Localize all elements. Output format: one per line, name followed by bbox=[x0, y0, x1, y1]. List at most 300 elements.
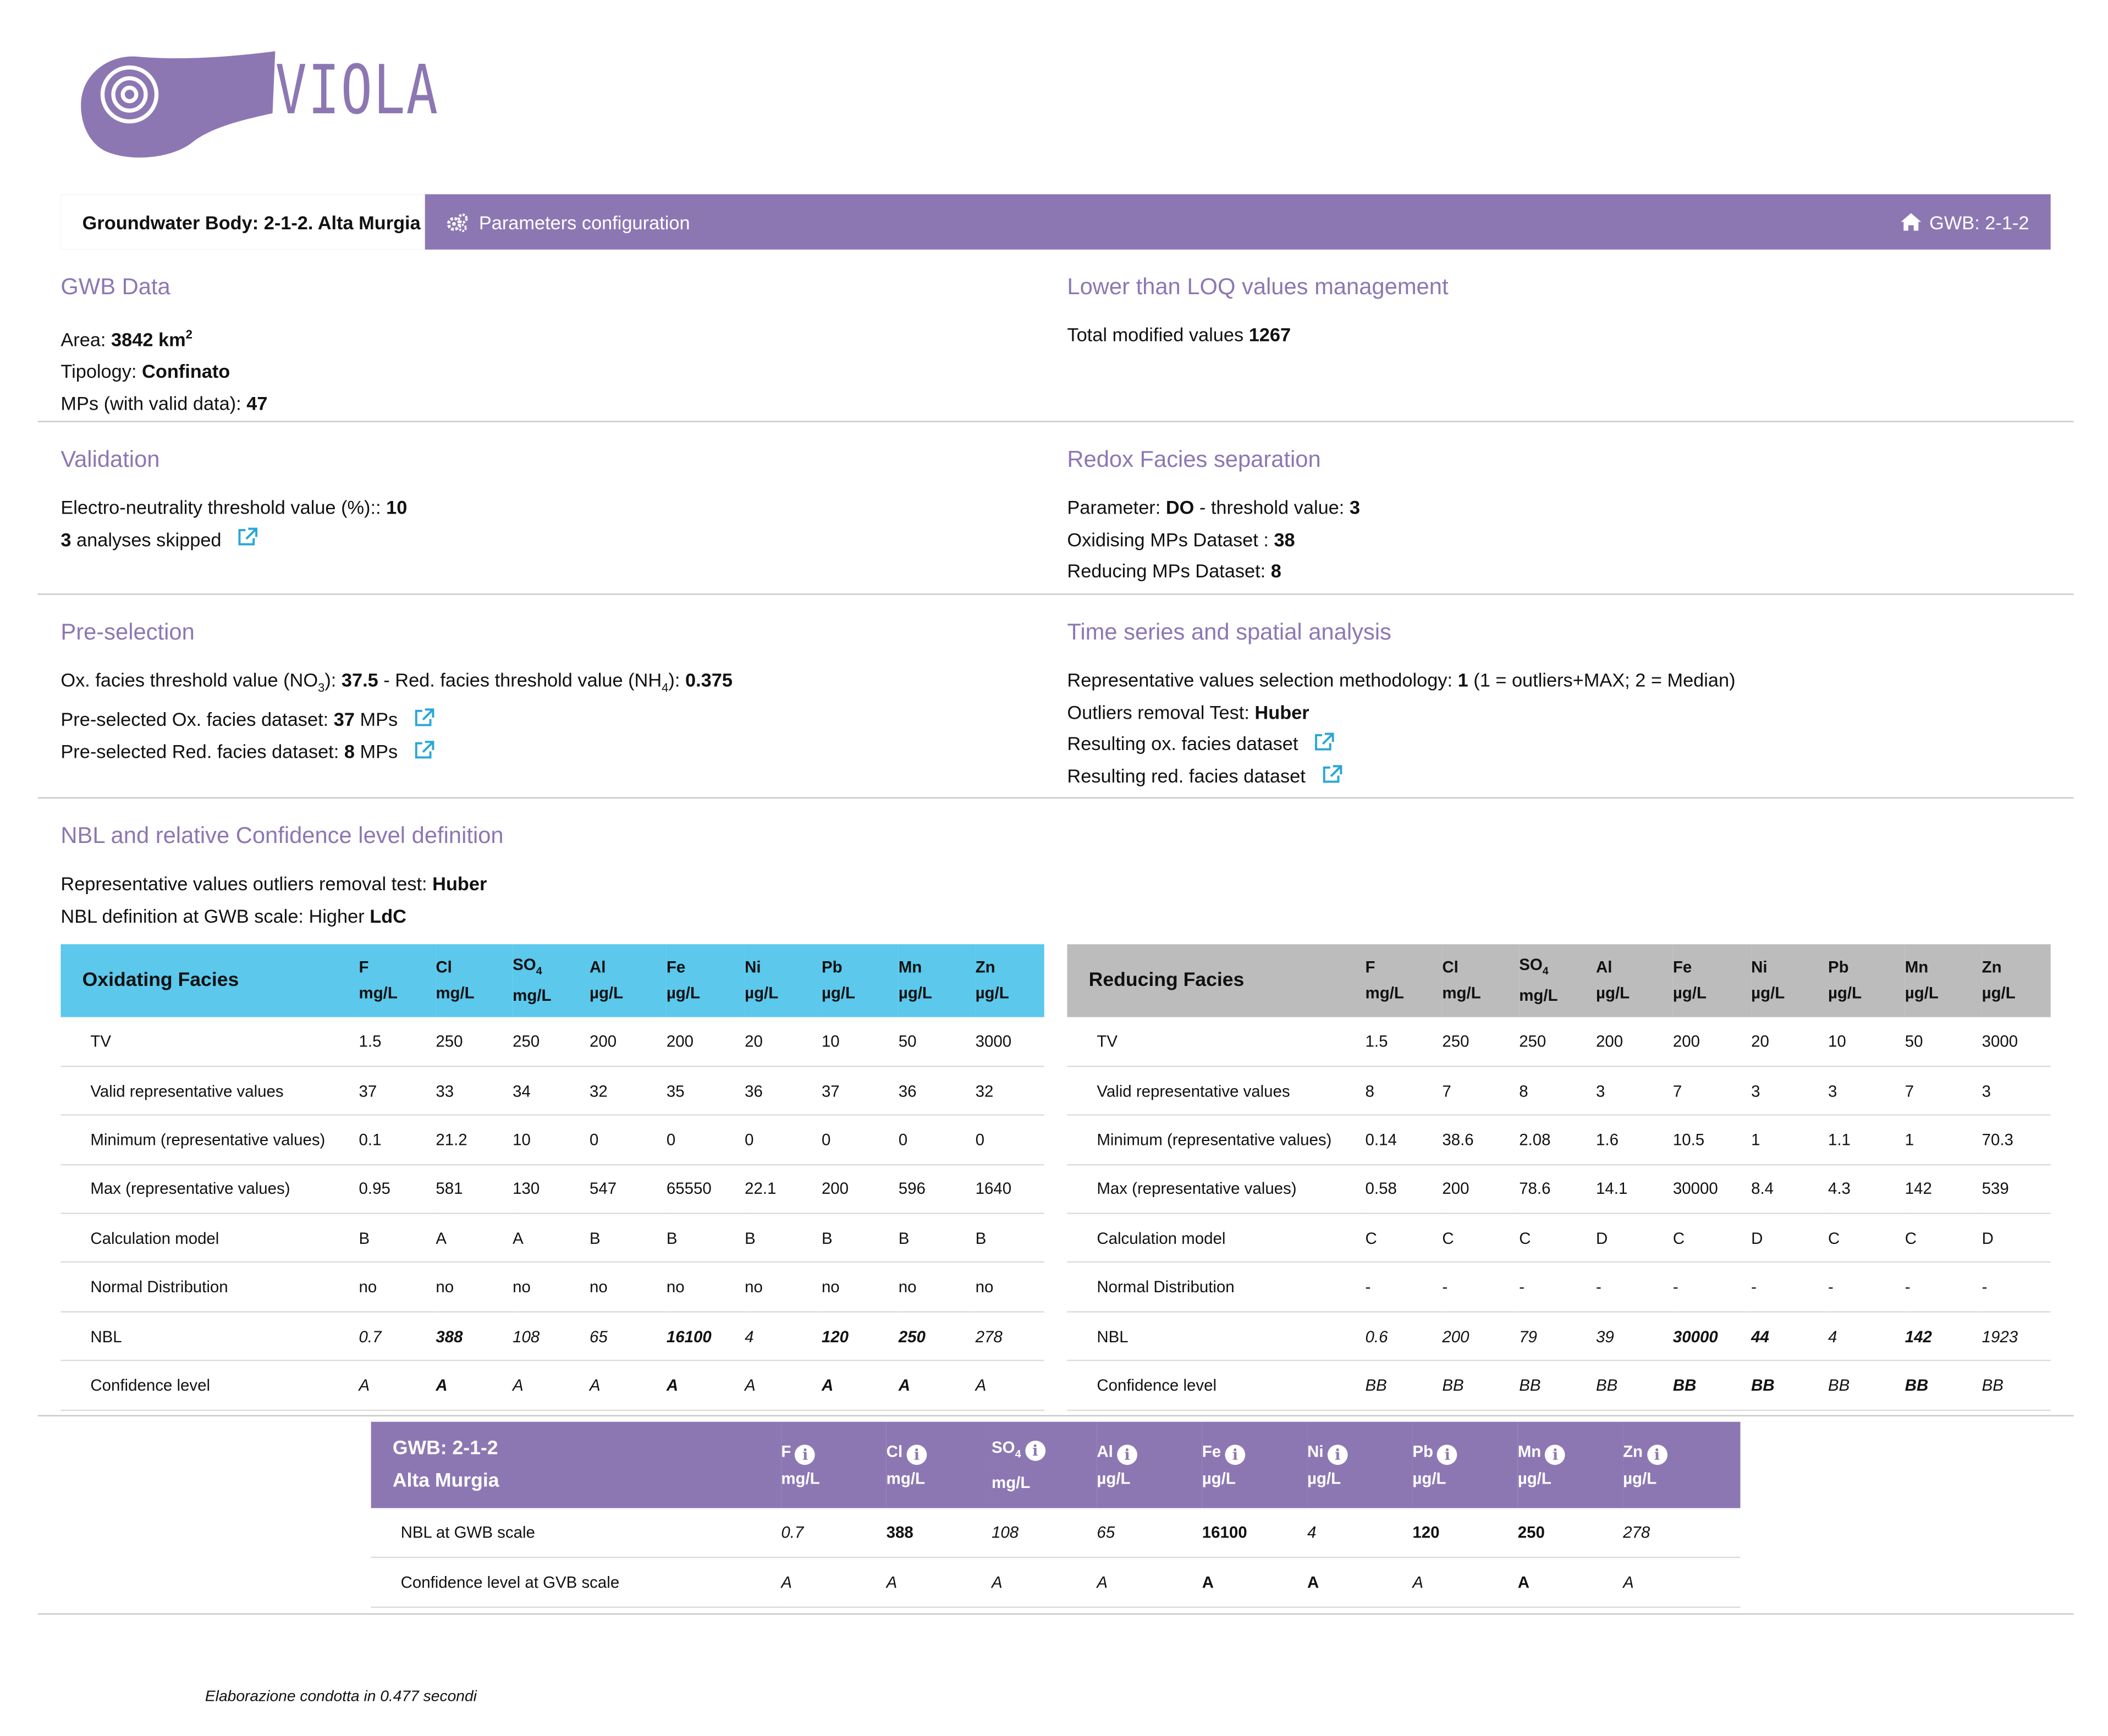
table-cell: 3 bbox=[1828, 1066, 1905, 1115]
table-row bbox=[371, 1557, 1741, 1607]
ox-threshold-label-end: ): bbox=[324, 669, 337, 691]
divider bbox=[38, 797, 2074, 798]
table-cell: 44 bbox=[1751, 1311, 1828, 1360]
param-unit: µg/L bbox=[975, 983, 1009, 1002]
table-cell: no bbox=[745, 1263, 822, 1311]
table-cell: 200 bbox=[1673, 1017, 1751, 1066]
table-cell: A bbox=[1202, 1557, 1307, 1607]
preselected-red-unit: MPs bbox=[360, 741, 398, 763]
param-name: SO bbox=[992, 1438, 1015, 1458]
table-cell: 16100 bbox=[1202, 1508, 1307, 1558]
table-cell: 1.5 bbox=[1366, 1017, 1443, 1066]
param-unit: µg/L bbox=[666, 983, 700, 1002]
table-cell: 2.08 bbox=[1519, 1115, 1596, 1164]
validation-section bbox=[60, 447, 407, 556]
table-cell: 278 bbox=[1623, 1508, 1740, 1558]
table-cell: A bbox=[1623, 1557, 1740, 1607]
table-cell: 22.1 bbox=[745, 1164, 822, 1213]
table-cell: 250 bbox=[513, 1017, 590, 1066]
param-unit: µg/L bbox=[745, 983, 779, 1002]
row-label: Normal Distribution bbox=[1067, 1263, 1365, 1311]
table-cell: 79 bbox=[1519, 1311, 1596, 1360]
ox-threshold-subscript: 3 bbox=[318, 681, 325, 695]
gwb-home-link[interactable] bbox=[1901, 194, 2029, 250]
param-name: Pb bbox=[1828, 957, 1849, 977]
table-cell: 4.3 bbox=[1828, 1164, 1905, 1213]
table-cell: 0 bbox=[667, 1115, 745, 1164]
table-cell: 581 bbox=[436, 1164, 513, 1213]
table-cell: 37 bbox=[359, 1066, 436, 1115]
table-cell: 35 bbox=[667, 1066, 745, 1115]
param-unit: µg/L bbox=[1517, 1469, 1551, 1488]
table-row bbox=[1067, 1214, 2050, 1263]
param-header-zn[interactable] bbox=[1623, 1422, 1740, 1508]
preselected-red-value: 8 bbox=[344, 741, 355, 763]
external-link-icon[interactable] bbox=[238, 525, 258, 556]
table-cell: 1.1 bbox=[1828, 1115, 1905, 1164]
gwb-name: Alta Murgia bbox=[392, 1470, 499, 1492]
preselected-ox-label: Pre-selected Ox. facies dataset: bbox=[60, 708, 329, 730]
table-cell: 0 bbox=[590, 1115, 667, 1164]
table-cell: C bbox=[1673, 1214, 1751, 1263]
info-icon[interactable]: i bbox=[906, 1445, 927, 1465]
validation-title: Validation bbox=[60, 446, 160, 472]
table-cell: 20 bbox=[1751, 1017, 1828, 1066]
table-cell: C bbox=[1442, 1214, 1519, 1263]
table-row bbox=[60, 1164, 1044, 1213]
param-unit: mg/L bbox=[359, 983, 398, 1002]
info-icon[interactable]: i bbox=[1328, 1445, 1348, 1465]
param-unit: µg/L bbox=[1672, 983, 1707, 1002]
param-header-so bbox=[513, 944, 590, 1017]
navbar bbox=[60, 194, 2050, 250]
row-label: NBL bbox=[1067, 1311, 1365, 1360]
table-cell: 34 bbox=[513, 1066, 590, 1115]
area-value: 3842 km bbox=[111, 328, 186, 350]
param-header-fe bbox=[667, 944, 745, 1017]
table-cell: 36 bbox=[745, 1066, 822, 1115]
table-cell: A bbox=[781, 1557, 886, 1607]
param-unit: µg/L bbox=[1751, 983, 1785, 1002]
divider bbox=[38, 421, 2074, 422]
table-cell: C bbox=[1905, 1214, 1982, 1263]
table-cell: B bbox=[822, 1214, 899, 1263]
param-header-so[interactable] bbox=[992, 1422, 1097, 1508]
param-header-ni bbox=[1751, 944, 1828, 1017]
table-cell: 50 bbox=[1905, 1017, 1982, 1066]
param-name: Ni bbox=[745, 957, 761, 977]
loq-line bbox=[1067, 319, 1448, 351]
table-cell: 130 bbox=[513, 1164, 590, 1213]
table-cell: 65 bbox=[590, 1311, 667, 1360]
param-header-fe[interactable] bbox=[1202, 1422, 1307, 1508]
param-name: Cl bbox=[1442, 957, 1458, 977]
ox-dataset-value: 38 bbox=[1274, 528, 1295, 550]
info-icon[interactable]: i bbox=[1545, 1445, 1566, 1465]
param-subscript: 4 bbox=[536, 965, 542, 977]
param-unit: µg/L bbox=[1905, 983, 1939, 1002]
parameters-configuration-label: Parameters configuration bbox=[478, 211, 690, 233]
param-unit: mg/L bbox=[1365, 983, 1404, 1002]
table-row bbox=[1067, 1115, 2050, 1164]
table-cell: - bbox=[1442, 1263, 1519, 1311]
row-label: NBL bbox=[60, 1311, 359, 1360]
table-row bbox=[1067, 1311, 2050, 1360]
table-cell: A bbox=[513, 1214, 590, 1263]
preselected-ox-value: 37 bbox=[333, 708, 355, 730]
table-cell: 0.7 bbox=[359, 1311, 436, 1360]
table-cell: 3000 bbox=[1982, 1017, 2051, 1066]
method-note: (1 = outliers+MAX; 2 = Median) bbox=[1473, 669, 1736, 691]
param-header-al bbox=[590, 944, 667, 1017]
table-row bbox=[60, 1066, 1044, 1115]
param-unit: mg/L bbox=[436, 983, 475, 1002]
param-header-fe bbox=[1673, 944, 1751, 1017]
red-threshold-label-end: ): bbox=[668, 669, 680, 691]
param-name: Cl bbox=[436, 957, 452, 977]
table-cell: 0 bbox=[745, 1115, 822, 1164]
param-name: Ni bbox=[1307, 1442, 1324, 1461]
param-header-mn[interactable] bbox=[1518, 1422, 1623, 1508]
external-link-icon[interactable] bbox=[414, 706, 434, 737]
table-cell: 250 bbox=[436, 1017, 513, 1066]
param-subscript: 4 bbox=[1015, 1448, 1021, 1461]
table-cell: BB bbox=[1596, 1361, 1673, 1410]
info-icon[interactable]: i bbox=[1117, 1445, 1137, 1465]
viola-logo[interactable] bbox=[75, 48, 439, 162]
nbl-scale-label: NBL definition at GWB scale: Higher bbox=[60, 904, 365, 927]
parameters-configuration-link[interactable] bbox=[447, 194, 690, 250]
param-header-f bbox=[1366, 944, 1443, 1017]
param-name: F bbox=[359, 957, 369, 977]
table-cell: A bbox=[513, 1361, 590, 1410]
external-link-icon[interactable] bbox=[1314, 729, 1335, 761]
table-cell: 388 bbox=[436, 1311, 513, 1360]
param-name: SO bbox=[1519, 955, 1543, 974]
nbl-test-line bbox=[60, 869, 503, 901]
param-unit: µg/L bbox=[821, 983, 856, 1002]
reducing-facies-table bbox=[1067, 944, 2050, 1410]
param-unit: µg/L bbox=[1623, 1469, 1657, 1488]
table-row bbox=[1067, 1361, 2050, 1410]
row-label: Minimum (representative values) bbox=[1067, 1115, 1365, 1164]
table-cell: 8 bbox=[1366, 1066, 1443, 1115]
table-row bbox=[60, 1263, 1044, 1311]
home-icon bbox=[1901, 213, 1922, 231]
table-cell: 250 bbox=[1519, 1017, 1596, 1066]
timeseries-title: Time series and spatial analysis bbox=[1067, 619, 1391, 645]
table-cell: B bbox=[667, 1214, 745, 1263]
table-cell: 1.6 bbox=[1596, 1115, 1673, 1164]
param-name: Mn bbox=[1517, 1442, 1542, 1461]
param-header-mn bbox=[899, 944, 976, 1017]
tab-groundwater-body[interactable] bbox=[60, 194, 425, 250]
table-cell: 1923 bbox=[1982, 1311, 2051, 1360]
redox-param-value: DO bbox=[1165, 496, 1195, 518]
redox-title: Redox Facies separation bbox=[1067, 446, 1321, 472]
param-name: Fe bbox=[1672, 957, 1692, 977]
table-cell: 547 bbox=[590, 1164, 667, 1213]
param-header-mn bbox=[1905, 944, 1982, 1017]
info-icon[interactable]: i bbox=[1647, 1445, 1667, 1465]
table-cell: 39 bbox=[1596, 1311, 1673, 1360]
gwb-data-title: GWB Data bbox=[60, 273, 170, 300]
tab-groundwater-body-label: Groundwater Body: 2-1-2. Alta Murgia bbox=[82, 211, 421, 233]
param-name: Fe bbox=[666, 957, 686, 977]
skipped-label: analyses skipped bbox=[76, 528, 222, 550]
table-cell: D bbox=[1751, 1214, 1828, 1263]
gwb-scale-table bbox=[371, 1422, 1741, 1607]
row-label: Calculation model bbox=[60, 1214, 359, 1263]
gwb-data-section bbox=[60, 274, 267, 420]
table-cell: B bbox=[976, 1214, 1044, 1263]
table-cell: 200 bbox=[1442, 1164, 1519, 1213]
mps-value: 47 bbox=[246, 392, 268, 414]
table-cell: A bbox=[1412, 1557, 1517, 1607]
logo-spiral-icon bbox=[75, 48, 278, 162]
table-cell: 120 bbox=[1412, 1508, 1517, 1558]
table-row bbox=[1067, 1066, 2050, 1115]
table-cell: 10 bbox=[513, 1115, 590, 1164]
param-unit: µg/L bbox=[1307, 1469, 1341, 1488]
info-icon[interactable]: i bbox=[1225, 1445, 1245, 1465]
table-cell: 50 bbox=[899, 1017, 976, 1066]
table-cell: no bbox=[359, 1263, 436, 1311]
red-dataset-line bbox=[1067, 556, 1360, 588]
red-result-label: Resulting red. facies dataset bbox=[1067, 765, 1306, 787]
table-cell: - bbox=[1596, 1263, 1673, 1311]
row-label: NBL at GWB scale bbox=[371, 1508, 781, 1558]
table-cell: no bbox=[436, 1263, 513, 1311]
red-dataset-label: Reducing MPs Dataset: bbox=[1067, 560, 1266, 582]
param-header-pb[interactable] bbox=[1412, 1422, 1517, 1508]
table-cell: 108 bbox=[992, 1508, 1097, 1558]
table-cell: 539 bbox=[1982, 1164, 2051, 1213]
table-cell: 38.6 bbox=[1442, 1115, 1519, 1164]
nbl-scale-line bbox=[60, 900, 503, 932]
threshold-label: Electro-neutrality threshold value (%):: bbox=[60, 496, 381, 518]
table-cell: 1640 bbox=[976, 1164, 1044, 1213]
tipology-value: Confinato bbox=[142, 360, 230, 382]
table-cell: 1 bbox=[1905, 1115, 1982, 1164]
param-name: Pb bbox=[821, 957, 843, 977]
gwb-table-title bbox=[371, 1422, 781, 1508]
table-cell: 4 bbox=[745, 1311, 822, 1360]
param-header-cl[interactable] bbox=[887, 1422, 992, 1508]
table-cell: 0 bbox=[976, 1115, 1044, 1164]
outliers-label: Outliers removal Test: bbox=[1067, 701, 1250, 723]
table-row bbox=[1067, 1017, 2050, 1066]
info-icon[interactable]: i bbox=[1025, 1441, 1045, 1462]
table-cell: - bbox=[1673, 1263, 1751, 1311]
table-cell: 3000 bbox=[976, 1017, 1044, 1066]
param-header-al[interactable] bbox=[1097, 1422, 1202, 1508]
preselected-red-line bbox=[60, 737, 733, 769]
table-cell: BB bbox=[1751, 1361, 1828, 1410]
external-link-icon[interactable] bbox=[1322, 762, 1342, 793]
table-cell: 250 bbox=[899, 1311, 976, 1360]
table-cell: A bbox=[899, 1361, 976, 1410]
table-cell: 1.5 bbox=[359, 1017, 436, 1066]
table-cell: 0.7 bbox=[781, 1508, 886, 1558]
table-cell: 200 bbox=[822, 1164, 899, 1213]
redox-threshold-label: - threshold value: bbox=[1199, 496, 1345, 518]
table-cell: 0.1 bbox=[359, 1115, 436, 1164]
table-cell: 36 bbox=[899, 1066, 976, 1115]
param-header-cl bbox=[1442, 944, 1519, 1017]
table-cell: 596 bbox=[899, 1164, 976, 1213]
param-header-f[interactable] bbox=[781, 1422, 886, 1508]
table-cell: 388 bbox=[887, 1508, 992, 1558]
table-cell: 0 bbox=[822, 1115, 899, 1164]
mps-line bbox=[60, 388, 267, 420]
ox-dataset-line bbox=[1067, 524, 1360, 556]
table-cell: A bbox=[822, 1361, 899, 1410]
redox-param-label: Parameter: bbox=[1067, 496, 1161, 518]
table-row bbox=[1067, 1164, 2050, 1213]
table-cell: 4 bbox=[1307, 1508, 1412, 1558]
nbl-scale-value: LdC bbox=[370, 904, 406, 927]
table-cell: BB bbox=[1519, 1361, 1596, 1410]
ox-result-label: Resulting ox. facies dataset bbox=[1067, 732, 1298, 754]
nbl-title: NBL and relative Confidence level definition bbox=[60, 823, 504, 848]
gwb-home-label: GWB: 2-1-2 bbox=[1929, 211, 2029, 233]
table-row bbox=[60, 1115, 1044, 1164]
mps-label: MPs (with valid data): bbox=[60, 392, 241, 414]
info-icon[interactable]: i bbox=[795, 1445, 816, 1465]
table-cell: 10 bbox=[822, 1017, 899, 1066]
oxidating-facies-title: Oxidating Facies bbox=[82, 969, 239, 991]
param-unit: mg/L bbox=[1442, 983, 1481, 1002]
preselection-title: Pre-selection bbox=[60, 619, 195, 645]
param-name: Fe bbox=[1202, 1442, 1221, 1461]
red-dataset-value: 8 bbox=[1270, 560, 1281, 582]
table-cell: no bbox=[899, 1263, 976, 1311]
skipped-line bbox=[60, 524, 407, 556]
table-row bbox=[60, 1017, 1044, 1066]
loq-label: Total modified values bbox=[1067, 323, 1244, 345]
table-cell: 20 bbox=[745, 1017, 822, 1066]
table-cell: - bbox=[1751, 1263, 1828, 1311]
table-cell: BB bbox=[1905, 1361, 1982, 1410]
outliers-value: Huber bbox=[1254, 701, 1309, 723]
table-cell: 21.2 bbox=[436, 1115, 513, 1164]
nbl-test-label: Representative values outliers removal test: bbox=[60, 873, 427, 895]
param-name: Pb bbox=[1412, 1442, 1434, 1461]
method-value: 1 bbox=[1457, 669, 1468, 691]
loq-title: Lower than LOQ values management bbox=[1067, 273, 1449, 300]
table-cell: 10 bbox=[1828, 1017, 1905, 1066]
table-cell: C bbox=[1519, 1214, 1596, 1263]
method-line bbox=[1067, 665, 1735, 697]
param-name: Zn bbox=[1623, 1442, 1643, 1461]
param-name: Zn bbox=[1982, 957, 2002, 977]
table-cell: 14.1 bbox=[1596, 1164, 1673, 1213]
param-unit: µg/L bbox=[590, 983, 624, 1002]
param-unit: µg/L bbox=[1828, 983, 1862, 1002]
param-name: Cl bbox=[886, 1442, 903, 1461]
row-label: TV bbox=[1067, 1017, 1365, 1066]
table-cell: 65 bbox=[1097, 1508, 1202, 1558]
table-cell: 30000 bbox=[1673, 1311, 1751, 1360]
table-cell: A bbox=[436, 1214, 513, 1263]
table-cell: 0.6 bbox=[1366, 1311, 1443, 1360]
table-cell: 30000 bbox=[1673, 1164, 1751, 1213]
param-unit: µg/L bbox=[1412, 1469, 1446, 1488]
skipped-value: 3 bbox=[60, 528, 71, 550]
table-cell: 33 bbox=[436, 1066, 513, 1115]
table-cell: 200 bbox=[590, 1017, 667, 1066]
gwb-header-row bbox=[371, 1422, 1741, 1508]
red-threshold-value: 0.375 bbox=[685, 669, 733, 691]
param-unit: mg/L bbox=[1519, 986, 1558, 1006]
table-cell: 4 bbox=[1828, 1311, 1905, 1360]
param-name: SO bbox=[513, 955, 536, 974]
table-cell: - bbox=[1366, 1263, 1443, 1311]
table-cell: 8 bbox=[1519, 1066, 1596, 1115]
table-cell: 7 bbox=[1673, 1066, 1751, 1115]
table-cell: no bbox=[976, 1263, 1044, 1311]
table-cell: A bbox=[436, 1361, 513, 1410]
param-header-f bbox=[359, 944, 436, 1017]
table-cell: D bbox=[1596, 1214, 1673, 1263]
param-header-zn bbox=[1982, 944, 2051, 1017]
table-cell: B bbox=[359, 1214, 436, 1263]
preselection-section bbox=[60, 619, 733, 769]
table-row bbox=[1067, 1263, 2050, 1311]
table-cell: no bbox=[822, 1263, 899, 1311]
divider bbox=[38, 1415, 2074, 1416]
table-cell: BB bbox=[1366, 1361, 1443, 1410]
table-cell: A bbox=[359, 1361, 436, 1410]
area-line bbox=[60, 319, 267, 356]
footer-timing: Elaborazione condotta in 0.477 secondi bbox=[205, 1689, 477, 1705]
param-name: Al bbox=[1097, 1442, 1113, 1461]
param-header-ni bbox=[745, 944, 822, 1017]
table-cell: A bbox=[667, 1361, 745, 1410]
divider bbox=[38, 593, 2074, 594]
ox-result-line bbox=[1067, 729, 1735, 761]
table-cell: 142 bbox=[1905, 1164, 1982, 1213]
redox-section bbox=[1067, 447, 1360, 587]
oxidating-facies-table bbox=[60, 944, 1044, 1410]
info-icon[interactable]: i bbox=[1437, 1445, 1457, 1465]
table-cell: no bbox=[667, 1263, 745, 1311]
table-cell: 0.14 bbox=[1366, 1115, 1443, 1164]
table-cell: 250 bbox=[1442, 1017, 1519, 1066]
table-cell: 200 bbox=[667, 1017, 745, 1066]
table-cell: A bbox=[1097, 1557, 1202, 1607]
table-cell: 200 bbox=[1596, 1017, 1673, 1066]
param-header-ni[interactable] bbox=[1307, 1422, 1412, 1508]
param-name: F bbox=[1365, 957, 1375, 977]
table-cell: A bbox=[590, 1361, 667, 1410]
row-label: Minimum (representative values) bbox=[60, 1115, 359, 1164]
param-name: Al bbox=[1596, 957, 1612, 977]
table-cell: BB bbox=[1982, 1361, 2051, 1410]
param-unit: µg/L bbox=[898, 983, 932, 1002]
external-link-icon[interactable] bbox=[414, 738, 434, 770]
table-cell: D bbox=[1982, 1214, 2051, 1263]
param-name: Ni bbox=[1751, 957, 1768, 977]
row-label: TV bbox=[60, 1017, 359, 1066]
ox-threshold-value: 37.5 bbox=[341, 669, 378, 691]
threshold-line bbox=[60, 492, 407, 524]
red-threshold-label: - Red. facies threshold value (NH bbox=[383, 669, 662, 691]
table-cell: BB bbox=[1828, 1361, 1905, 1410]
table-row bbox=[60, 1311, 1044, 1360]
oxidating-header-row bbox=[60, 944, 1044, 1017]
